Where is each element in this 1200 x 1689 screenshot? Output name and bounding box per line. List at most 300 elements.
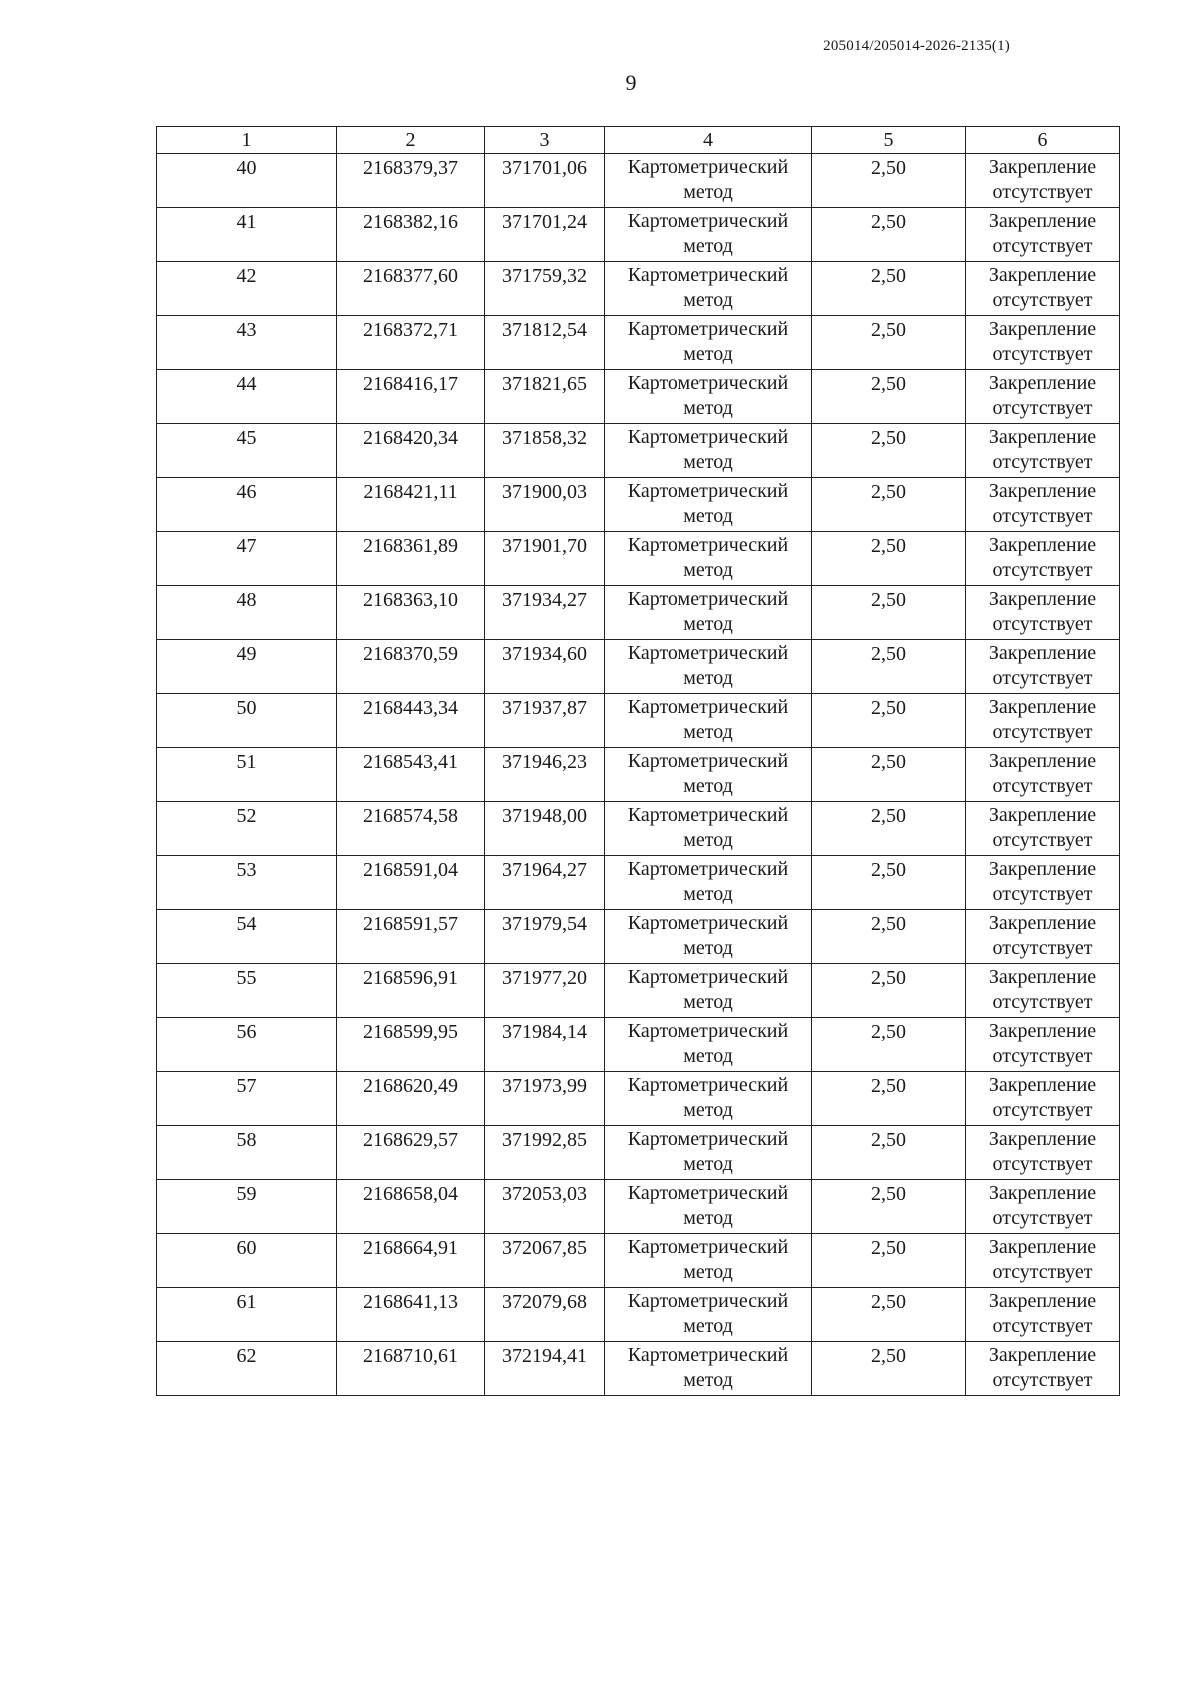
accuracy-cell	[812, 748, 966, 802]
x-coordinate-cell	[337, 802, 485, 856]
method-line-2: метод	[683, 613, 733, 635]
fixing-line-1: Закрепление	[988, 1182, 1097, 1204]
method-line-2: метод	[683, 667, 733, 689]
x-coordinate-cell	[337, 640, 485, 694]
method-cell	[605, 532, 812, 586]
accuracy-cell	[812, 694, 966, 748]
x-coordinate-cell	[337, 1072, 485, 1126]
x-coordinate-cell	[337, 1018, 485, 1072]
fixing-line-2: отсутствует	[992, 883, 1093, 905]
accuracy-cell	[812, 1288, 966, 1342]
method-cell	[605, 154, 812, 208]
fixing-cell	[966, 316, 1120, 370]
point-number: 61	[236, 1291, 257, 1313]
y-coordinate-cell	[485, 586, 605, 640]
y-coordinate: 371979,54	[502, 913, 587, 935]
fixing-line-2: отсутствует	[992, 721, 1093, 743]
x-coordinate: 2168591,57	[363, 913, 458, 935]
method-line-2: метод	[683, 1099, 733, 1121]
accuracy-value: 2,50	[871, 1291, 906, 1313]
fixing-line-2: отсутствует	[992, 1153, 1093, 1175]
x-coordinate-cell	[337, 478, 485, 532]
point-number: 50	[236, 697, 257, 719]
fixing-line-1: Закрепление	[988, 1236, 1097, 1258]
accuracy-value: 2,50	[871, 805, 906, 827]
fixing-line-2: отсутствует	[992, 505, 1093, 527]
y-coordinate-cell	[485, 856, 605, 910]
y-coordinate-cell	[485, 262, 605, 316]
fixing-cell	[966, 370, 1120, 424]
method-cell	[605, 478, 812, 532]
fixing-line-2: отсутствует	[992, 613, 1093, 635]
method-line-2: метод	[683, 1369, 733, 1391]
fixing-line-1: Закрепление	[988, 1344, 1097, 1366]
accuracy-cell	[812, 154, 966, 208]
y-coordinate-cell	[485, 316, 605, 370]
point-number-cell	[157, 1072, 337, 1126]
point-number: 49	[236, 643, 257, 665]
fixing-line-2: отсутствует	[992, 775, 1093, 797]
point-number: 44	[236, 373, 257, 395]
fixing-cell	[966, 694, 1120, 748]
x-coordinate: 2168574,58	[363, 805, 458, 827]
accuracy-cell	[812, 1180, 966, 1234]
method-line-1: Картометрический	[627, 750, 789, 772]
point-number-cell	[157, 1288, 337, 1342]
table-row	[157, 1342, 1120, 1396]
x-coordinate: 2168361,89	[363, 535, 458, 557]
method-line-1: Картометрический	[627, 966, 789, 988]
accuracy-value: 2,50	[871, 913, 906, 935]
accuracy-cell	[812, 640, 966, 694]
method-line-1: Картометрический	[627, 1128, 789, 1150]
y-coordinate: 371858,32	[502, 427, 587, 449]
fixing-line-1: Закрепление	[988, 858, 1097, 880]
method-cell	[605, 1072, 812, 1126]
y-coordinate-cell	[485, 1126, 605, 1180]
x-coordinate: 2168421,11	[363, 481, 458, 503]
x-coordinate-cell	[337, 748, 485, 802]
point-number: 51	[236, 751, 257, 773]
method-line-1: Картометрический	[627, 426, 789, 448]
fixing-line-1: Закрепление	[988, 588, 1097, 610]
fixing-cell	[966, 154, 1120, 208]
method-cell	[605, 1288, 812, 1342]
x-coordinate: 2168591,04	[363, 859, 458, 881]
fixing-line-2: отсутствует	[992, 451, 1093, 473]
point-number-cell	[157, 694, 337, 748]
y-coordinate: 371973,99	[502, 1075, 587, 1097]
fixing-cell	[966, 640, 1120, 694]
method-line-2: метод	[683, 505, 733, 527]
y-coordinate-cell	[485, 424, 605, 478]
point-number: 40	[236, 157, 257, 179]
y-coordinate-cell	[485, 640, 605, 694]
y-coordinate: 371946,23	[502, 751, 587, 773]
method-cell	[605, 856, 812, 910]
point-number: 54	[236, 913, 257, 935]
accuracy-value: 2,50	[871, 859, 906, 881]
x-coordinate: 2168641,13	[363, 1291, 458, 1313]
method-line-1: Картометрический	[627, 480, 789, 502]
fixing-cell	[966, 478, 1120, 532]
table-row	[157, 964, 1120, 1018]
x-coordinate: 2168372,71	[363, 319, 458, 341]
point-number-cell	[157, 802, 337, 856]
table-row	[157, 1126, 1120, 1180]
y-coordinate-cell	[485, 1288, 605, 1342]
fixing-line-2: отсутствует	[992, 829, 1093, 851]
method-line-2: метод	[683, 235, 733, 257]
fixing-cell	[966, 262, 1120, 316]
x-coordinate-cell	[337, 154, 485, 208]
method-cell	[605, 910, 812, 964]
fixing-cell	[966, 1180, 1120, 1234]
fixing-cell	[966, 1234, 1120, 1288]
fixing-line-2: отсутствует	[992, 1369, 1093, 1391]
y-coordinate-cell	[485, 694, 605, 748]
fixing-line-2: отсутствует	[992, 667, 1093, 689]
fixing-line-2: отсутствует	[992, 1315, 1093, 1337]
table-row	[157, 694, 1120, 748]
point-number-cell	[157, 1234, 337, 1288]
table-row	[157, 1288, 1120, 1342]
fixing-line-1: Закрепление	[988, 696, 1097, 718]
fixing-line-2: отсутствует	[992, 559, 1093, 581]
accuracy-value: 2,50	[871, 1345, 906, 1367]
fixing-line-1: Закрепление	[988, 1290, 1097, 1312]
point-number-cell	[157, 748, 337, 802]
point-number: 57	[236, 1075, 257, 1097]
y-coordinate: 371759,32	[502, 265, 587, 287]
y-coordinate: 371937,87	[502, 697, 587, 719]
point-number-cell	[157, 1018, 337, 1072]
y-coordinate-cell	[485, 1234, 605, 1288]
method-cell	[605, 316, 812, 370]
fixing-line-1: Закрепление	[988, 1020, 1097, 1042]
y-coordinate-cell	[485, 910, 605, 964]
point-number-cell	[157, 478, 337, 532]
method-line-2: метод	[683, 559, 733, 581]
x-coordinate-cell	[337, 262, 485, 316]
fixing-line-2: отсутствует	[992, 1207, 1093, 1229]
method-line-2: метод	[683, 829, 733, 851]
method-cell	[605, 370, 812, 424]
fixing-line-2: отсутствует	[992, 397, 1093, 419]
column-header-1: 1	[157, 127, 337, 154]
table-row	[157, 1234, 1120, 1288]
method-line-2: метод	[683, 937, 733, 959]
fixing-line-2: отсутствует	[992, 1045, 1093, 1067]
method-line-1: Картометрический	[627, 642, 789, 664]
point-number-cell	[157, 586, 337, 640]
fixing-line-1: Закрепление	[988, 750, 1097, 772]
fixing-cell	[966, 964, 1120, 1018]
point-number: 52	[236, 805, 257, 827]
accuracy-cell	[812, 370, 966, 424]
table-row	[157, 748, 1120, 802]
fixing-cell	[966, 1126, 1120, 1180]
method-line-1: Картометрический	[627, 318, 789, 340]
accuracy-value: 2,50	[871, 319, 906, 341]
accuracy-value: 2,50	[871, 157, 906, 179]
accuracy-value: 2,50	[871, 1075, 906, 1097]
method-line-2: метод	[683, 1207, 733, 1229]
fixing-line-2: отсутствует	[992, 289, 1093, 311]
y-coordinate: 371977,20	[502, 967, 587, 989]
fixing-line-1: Закрепление	[988, 966, 1097, 988]
accuracy-value: 2,50	[871, 211, 906, 233]
point-number-cell	[157, 910, 337, 964]
point-number-cell	[157, 640, 337, 694]
method-line-2: метод	[683, 883, 733, 905]
table-row	[157, 262, 1120, 316]
point-number: 59	[236, 1183, 257, 1205]
fixing-line-1: Закрепление	[988, 210, 1097, 232]
x-coordinate-cell	[337, 1288, 485, 1342]
point-number: 41	[236, 211, 257, 233]
x-coordinate-cell	[337, 370, 485, 424]
x-coordinate: 2168658,04	[363, 1183, 458, 1205]
table-row	[157, 1018, 1120, 1072]
fixing-line-1: Закрепление	[988, 1074, 1097, 1096]
table-row	[157, 208, 1120, 262]
x-coordinate-cell	[337, 694, 485, 748]
method-cell	[605, 964, 812, 1018]
column-header-6: 6	[966, 127, 1120, 154]
x-coordinate: 2168599,95	[363, 1021, 458, 1043]
y-coordinate: 371964,27	[502, 859, 587, 881]
coordinates-table	[156, 126, 1120, 1396]
fixing-cell	[966, 1288, 1120, 1342]
fixing-line-2: отсутствует	[992, 1099, 1093, 1121]
x-coordinate-cell	[337, 1126, 485, 1180]
page-number: 9	[625, 70, 637, 95]
y-coordinate: 371992,85	[502, 1129, 587, 1151]
fixing-cell	[966, 1072, 1120, 1126]
y-coordinate-cell	[485, 964, 605, 1018]
fixing-cell	[966, 910, 1120, 964]
accuracy-value: 2,50	[871, 751, 906, 773]
method-cell	[605, 640, 812, 694]
y-coordinate-cell	[485, 1072, 605, 1126]
point-number: 46	[236, 481, 257, 503]
method-cell	[605, 262, 812, 316]
point-number-cell	[157, 1126, 337, 1180]
table-header	[157, 127, 1120, 154]
table-row	[157, 1180, 1120, 1234]
accuracy-cell	[812, 856, 966, 910]
x-coordinate-cell	[337, 208, 485, 262]
table-row	[157, 316, 1120, 370]
fixing-line-1: Закрепление	[988, 264, 1097, 286]
y-coordinate-cell	[485, 532, 605, 586]
column-header-3: 3	[485, 127, 605, 154]
table-row	[157, 802, 1120, 856]
x-coordinate: 2168543,41	[363, 751, 458, 773]
table-row	[157, 532, 1120, 586]
y-coordinate: 371934,27	[502, 589, 587, 611]
y-coordinate: 371934,60	[502, 643, 587, 665]
x-coordinate: 2168363,10	[363, 589, 458, 611]
method-cell	[605, 802, 812, 856]
table-row	[157, 1072, 1120, 1126]
accuracy-cell	[812, 802, 966, 856]
accuracy-value: 2,50	[871, 589, 906, 611]
accuracy-cell	[812, 1072, 966, 1126]
fixing-cell	[966, 532, 1120, 586]
accuracy-cell	[812, 532, 966, 586]
accuracy-cell	[812, 316, 966, 370]
y-coordinate: 371701,24	[502, 211, 587, 233]
method-line-1: Картометрический	[627, 1020, 789, 1042]
x-coordinate-cell	[337, 316, 485, 370]
table-body	[157, 154, 1120, 1396]
y-coordinate: 371984,14	[502, 1021, 587, 1043]
method-line-2: метод	[683, 721, 733, 743]
point-number-cell	[157, 532, 337, 586]
fixing-line-2: отсутствует	[992, 937, 1093, 959]
point-number: 62	[236, 1345, 257, 1367]
fixing-line-2: отсутствует	[992, 991, 1093, 1013]
method-cell	[605, 1234, 812, 1288]
x-coordinate: 2168596,91	[363, 967, 458, 989]
method-line-2: метод	[683, 181, 733, 203]
x-coordinate-cell	[337, 964, 485, 1018]
accuracy-cell	[812, 1126, 966, 1180]
point-number: 45	[236, 427, 257, 449]
method-line-1: Картометрический	[627, 372, 789, 394]
point-number: 42	[236, 265, 257, 287]
y-coordinate-cell	[485, 154, 605, 208]
x-coordinate: 2168377,60	[363, 265, 458, 287]
point-number: 47	[236, 535, 257, 557]
y-coordinate-cell	[485, 370, 605, 424]
fixing-line-1: Закрепление	[988, 642, 1097, 664]
method-line-1: Картометрический	[627, 696, 789, 718]
x-coordinate: 2168379,37	[363, 157, 458, 179]
x-coordinate-cell	[337, 424, 485, 478]
accuracy-cell	[812, 262, 966, 316]
fixing-line-1: Закрепление	[988, 480, 1097, 502]
method-line-1: Картометрический	[627, 1236, 789, 1258]
accuracy-value: 2,50	[871, 535, 906, 557]
x-coordinate-cell	[337, 910, 485, 964]
table-row	[157, 478, 1120, 532]
y-coordinate: 372194,41	[502, 1345, 587, 1367]
accuracy-cell	[812, 1234, 966, 1288]
point-number-cell	[157, 208, 337, 262]
method-line-2: метод	[683, 1315, 733, 1337]
point-number: 48	[236, 589, 257, 611]
method-line-1: Картометрический	[627, 1074, 789, 1096]
table-row	[157, 370, 1120, 424]
point-number-cell	[157, 154, 337, 208]
y-coordinate: 372067,85	[502, 1237, 587, 1259]
method-line-2: метод	[683, 1261, 733, 1283]
method-line-2: метод	[683, 1045, 733, 1067]
fixing-line-1: Закрепление	[988, 318, 1097, 340]
accuracy-cell	[812, 964, 966, 1018]
point-number-cell	[157, 262, 337, 316]
y-coordinate-cell	[485, 208, 605, 262]
method-line-1: Картометрический	[627, 156, 789, 178]
fixing-line-2: отсутствует	[992, 343, 1093, 365]
y-coordinate-cell	[485, 1342, 605, 1396]
table-row	[157, 424, 1120, 478]
x-coordinate: 2168416,17	[363, 373, 458, 395]
fixing-cell	[966, 856, 1120, 910]
fixing-line-1: Закрепление	[988, 1128, 1097, 1150]
method-line-2: метод	[683, 775, 733, 797]
accuracy-value: 2,50	[871, 481, 906, 503]
point-number-cell	[157, 316, 337, 370]
accuracy-cell	[812, 478, 966, 532]
accuracy-value: 2,50	[871, 373, 906, 395]
x-coordinate: 2168443,34	[363, 697, 458, 719]
x-coordinate: 2168370,59	[363, 643, 458, 665]
method-line-2: метод	[683, 991, 733, 1013]
fixing-cell	[966, 586, 1120, 640]
table-row	[157, 640, 1120, 694]
fixing-cell	[966, 802, 1120, 856]
x-coordinate: 2168620,49	[363, 1075, 458, 1097]
accuracy-cell	[812, 208, 966, 262]
accuracy-cell	[812, 910, 966, 964]
point-number-cell	[157, 1180, 337, 1234]
x-coordinate: 2168382,16	[363, 211, 458, 233]
point-number: 53	[236, 859, 257, 881]
y-coordinate: 371900,03	[502, 481, 587, 503]
x-coordinate: 2168420,34	[363, 427, 458, 449]
point-number: 58	[236, 1129, 257, 1151]
table-row	[157, 856, 1120, 910]
y-coordinate-cell	[485, 748, 605, 802]
fixing-line-1: Закрепление	[988, 426, 1097, 448]
fixing-cell	[966, 748, 1120, 802]
x-coordinate-cell	[337, 532, 485, 586]
fixing-line-2: отсутствует	[992, 235, 1093, 257]
accuracy-value: 2,50	[871, 697, 906, 719]
method-line-1: Картометрический	[627, 912, 789, 934]
y-coordinate: 371812,54	[502, 319, 587, 341]
accuracy-value: 2,50	[871, 1021, 906, 1043]
fixing-line-1: Закрепление	[988, 534, 1097, 556]
method-line-2: метод	[683, 1153, 733, 1175]
y-coordinate: 372079,68	[502, 1291, 587, 1313]
x-coordinate-cell	[337, 1180, 485, 1234]
fixing-cell	[966, 424, 1120, 478]
point-number-cell	[157, 856, 337, 910]
method-line-2: метод	[683, 397, 733, 419]
method-line-1: Картометрический	[627, 1182, 789, 1204]
method-cell	[605, 1180, 812, 1234]
method-line-1: Картометрический	[627, 210, 789, 232]
method-cell	[605, 424, 812, 478]
method-line-1: Картометрический	[627, 264, 789, 286]
y-coordinate: 371948,00	[502, 805, 587, 827]
x-coordinate: 2168629,57	[363, 1129, 458, 1151]
accuracy-cell	[812, 424, 966, 478]
fixing-line-1: Закрепление	[988, 804, 1097, 826]
method-cell	[605, 1018, 812, 1072]
accuracy-value: 2,50	[871, 1183, 906, 1205]
point-number: 55	[236, 967, 257, 989]
method-cell	[605, 1342, 812, 1396]
document-id: 205014/205014-2026-2135(1)	[823, 38, 1010, 54]
fixing-line-1: Закрепление	[988, 372, 1097, 394]
method-line-1: Картометрический	[627, 804, 789, 826]
